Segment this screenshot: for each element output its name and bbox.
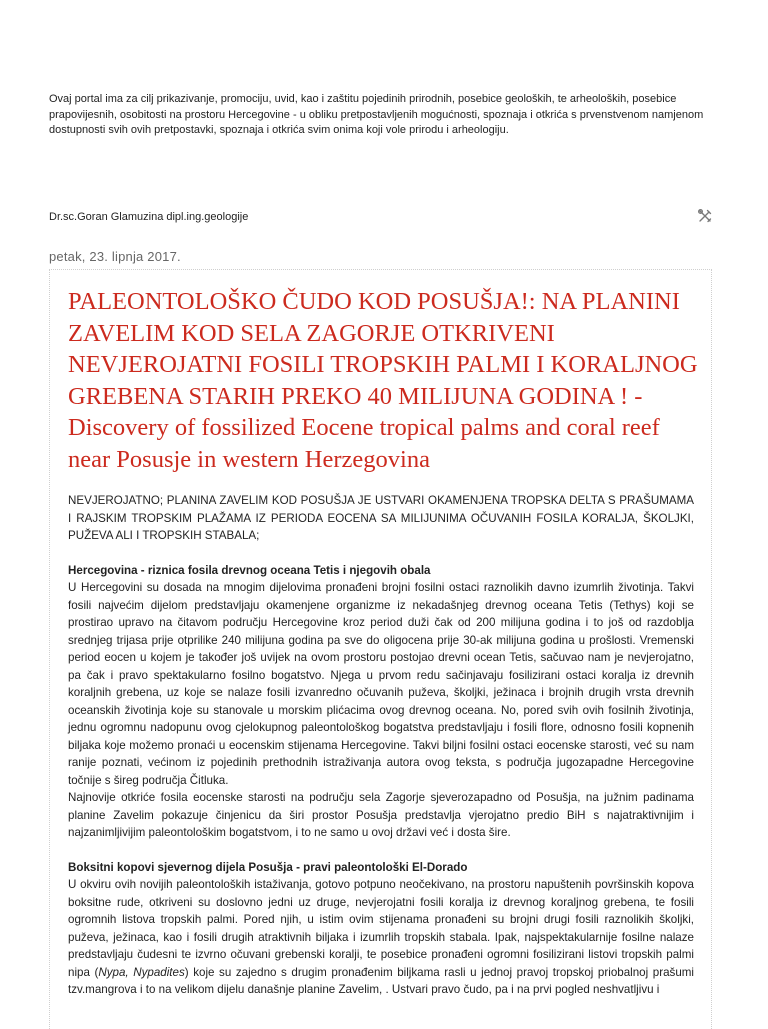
blog-author: Dr.sc.Goran Glamuzina dipl.ing.geologije bbox=[49, 211, 249, 223]
blog-description: Ovaj portal ima za cilj prikazivanje, promociju, uvid, kao i zaštitu pojedinih prirodnih, posebice geoloških, te arheoloških, posebice prapovijesnih, osobitosti na prostoru Hercegovine - u obliku pretpostavljenih mogućnosti, spoznaja i otkrića s prvenstvenom namjenom dostupnosti svih ovih pretpostavki, spoznaja i otkrića svim onima koji vole prirodu i arheologiju. bbox=[49, 93, 704, 136]
paragraph-text: ) koje su zajedno s drugim pronađenim biljkama rasli u jednoj pravoj tropskoj priobalnoj prašumi tzv.mangrova i to na velikom dijelu današnje planine Zavelim, . Ustvari pravo čudo, pa i na prvi pogled neshvatljivu i bbox=[68, 965, 695, 996]
post-lead: NEVJEROJATNO; PLANINA ZAVELIM KOD POSUŠJA JE USTVARI OKAMENJENA TROPSKA DELTA S PRAŠUMAMA I RAJSKIM TROPSKIM PLAŽAMA IZ PERIODA EOCENA SA MILIJUNIMA OČUVANIH FOSILA KORALJA, ŠKOLJKI, PUŽEVA ALI I TROPSKIH STABALA; bbox=[68, 494, 694, 542]
section-paragraph bbox=[68, 876, 694, 999]
post-body bbox=[68, 492, 694, 999]
section-heading: Hercegovina - riznica fosila drevnog oceana Tetis i njegovih obala bbox=[68, 563, 431, 577]
section-paragraph: Najnovije otkriće fosila eocenske starosti na području sela Zagorje sjeverozapadno od Posušja, na južnim padinama planine Zavelim pokazuje činjenicu da širi prostor Posušja predstavlja vjerojatno predio BiH s najatraktivnijim i najzanimljivijim paleontološkim bogatstvom, i to ne samo u ovoj državi već i dosta šire. bbox=[68, 791, 694, 839]
post-date: petak, 23. lipnja 2017. bbox=[49, 249, 181, 264]
post-title[interactable]: PALEONTOLOŠKO ČUDO KOD POSUŠJA!: NA PLANINI ZAVELIM KOD SELA ZAGORJE OTKRIVENI NEVJEROJATNI FOSILI TROPSKIH PALMI I KORALJNOG GREBENA STARIH PREKO 40 MILIJUNA GODINA ! - Discovery of fossilized Eocene tropical palms and coral reef near Posusje in western Herzegovina bbox=[68, 288, 698, 473]
section-heading: Boksitni kopovi sjevernog dijela Posušja - pravi paleontološki El-Dorado bbox=[68, 860, 468, 874]
blog-post bbox=[49, 269, 712, 1029]
paragraph-text: U okviru ovih novijih paleontoloških istaživanja, gotovo potpuno neočekivano, na prostoru napuštenih površinskih kopova boksitne rude, otkriveni su doslovno jedni uz druge, nevjerojatni fosili koralja iz drevnog koraljnog grebena, te fosili ogromnih listova tropskih palmi. Pored njih, u istim ovim stijenama pronađeni su brojni drugi fosili raznolikih školjki, puževa, ježinaca, kao i fosili drugih atraktivnih biljaka i izumrlih tropskih stabala. Ipak, najspektakularnije fosilne nalaze predstavljaju čudesni te izvrno očuvani grebenski koralji, te posebice pronađeni ogromni fosilizirani listovi tropskih palmi nipa ( bbox=[68, 878, 694, 979]
italic-species-name: Nypa, Nypadites bbox=[98, 965, 185, 979]
tools-icon[interactable] bbox=[697, 208, 713, 224]
section-paragraph: U Hercegovini su dosada na mnogim dijelovima pronađeni brojni fosilni ostaci raznolikih davno izumrlih životinja. Takvi fosili najvećim dijelom predstavljaju okamenjene organizme iz nekadašnjeg drevnog oceana Tetis (Tethys) koji se prostirao upravo na čitavom području Hercegovine kroz period duži čak od 200 milijuna godina i to još od razdoblja srednjeg trijasa prije otprilike 240 milijuna godina pa sve do oligocena prije 30-ak milijuna godina u prošlosti. Vremenski period eocen u kojem je također još uvijek na ovom prostoru postojao drevni ocean Tetis, sačuvao nam je nevjerojatno, pa čak i pravo spektakularno fosilno bogatstvo. Njega u prvom redu sačinjavaju fosilizirani ostaci koralja iz drevnih koraljnih grebena, uz koje se nalaze fosili izvanredno očuvanih puževa, školjki, ježinaca i brojnih drugih vrsta drevnih oceanskih životinja koje su stanovale u morskim plićacima ovog drevnog oceana. No, pored svih ovih fosilnih životinja, jednu ogromnu nadopunu ovog cjelokupnog paleontološkog bogatstva predstavljaju i fosili flore, odnosno fosili kopnenih biljaka koje možemo pronaći u eocenskim stijenama Hercegovine. Takvi biljni fosilni ostaci eocenske starosti, već su nam ranije poznati, većinom iz pojedinih prethodnih istraživanja autora ovog teksta, s područja jugozapadne Hercegovine točnije s šireg područja Čitluka. bbox=[68, 581, 694, 787]
